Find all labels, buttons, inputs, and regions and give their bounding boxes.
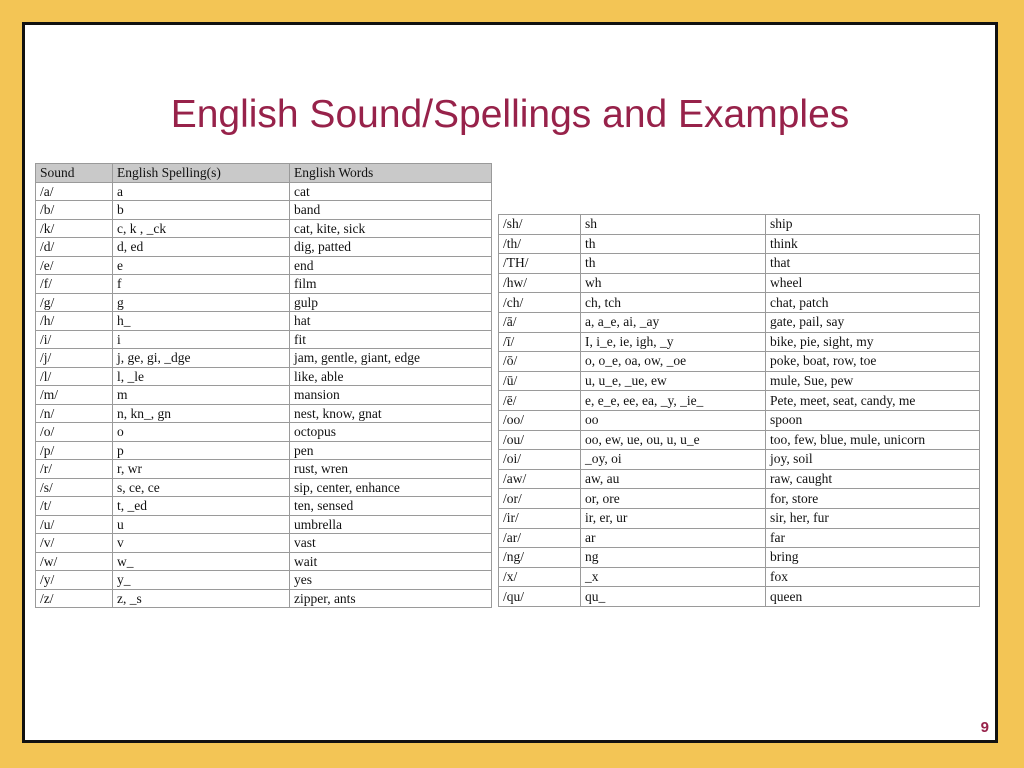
header-words: English Words [290,164,492,183]
cell-sound: /hw/ [499,273,581,293]
cell-sound: /e/ [36,256,113,275]
cell-words: gate, pail, say [766,312,980,332]
cell-sound: /j/ [36,349,113,368]
slide-title: English Sound/Spellings and Examples [170,93,850,136]
cell-spellings: f [113,275,290,294]
cell-sound: /TH/ [499,254,581,274]
cell-sound: /z/ [36,589,113,608]
table-row [36,497,492,516]
cell-words: dig, patted [290,238,492,257]
table-row [499,234,980,254]
cell-words: wait [290,552,492,571]
cell-sound: /ā/ [499,312,581,332]
table-row [499,450,980,470]
table-header-row [36,164,492,183]
table-cutoff [35,614,491,618]
cell-words: band [290,201,492,220]
cell-spellings: t, _ed [113,497,290,516]
cell-spellings: th [581,234,766,254]
cell-sound: /n/ [36,404,113,423]
cell-spellings: o, o_e, oa, ow, _oe [581,352,766,372]
table-row [36,386,492,405]
cell-sound: /aw/ [499,469,581,489]
table-row [36,312,492,331]
cell-words: jam, gentle, giant, edge [290,349,492,368]
cell-spellings: j, ge, gi, _dge [113,349,290,368]
cell-words: mule, Sue, pew [766,371,980,391]
table-row [499,587,980,607]
cell-spellings: _oy, oi [581,450,766,470]
cell-spellings: e [113,256,290,275]
cell-sound: /or/ [499,489,581,509]
table-row [499,254,980,274]
cell-spellings: ch, tch [581,293,766,313]
cell-sound: /ng/ [499,548,581,568]
cell-words: fit [290,330,492,349]
table-row [36,423,492,442]
cell-words: pen [290,441,492,460]
table-row [36,460,492,479]
page-number: 9 [980,719,989,736]
cell-sound: /ō/ [499,352,581,372]
cell-spellings: a, a_e, ai, _ay [581,312,766,332]
cell-sound: /ī/ [499,332,581,352]
cell-spellings: oo [581,410,766,430]
cell-spellings: aw, au [581,469,766,489]
cell-words: rust, wren [290,460,492,479]
cell-spellings: y_ [113,571,290,590]
table-row [499,410,980,430]
cell-words: cat [290,182,492,201]
cell-spellings: e, e_e, ee, ea, _y, _ie_ [581,391,766,411]
cell-spellings: p [113,441,290,460]
cell-spellings: m [113,386,290,405]
cell-words: octopus [290,423,492,442]
table-row [499,215,980,235]
cell-sound: /h/ [36,312,113,331]
table-row [499,371,980,391]
cell-words: vast [290,534,492,553]
cell-words: that [766,254,980,274]
cell-sound: /o/ [36,423,113,442]
cell-words: mansion [290,386,492,405]
cell-spellings: or, ore [581,489,766,509]
cell-spellings: s, ce, ce [113,478,290,497]
cell-sound: /u/ [36,515,113,534]
cell-sound: /m/ [36,386,113,405]
cell-words: ship [766,215,980,235]
cell-words: queen [766,587,980,607]
table-row [499,528,980,548]
cell-sound: /ir/ [499,508,581,528]
table-row [36,330,492,349]
cell-sound: /y/ [36,571,113,590]
cell-words: raw, caught [766,469,980,489]
cell-words: sip, center, enhance [290,478,492,497]
cell-sound: /i/ [36,330,113,349]
cell-spellings: d, ed [113,238,290,257]
cell-sound: /k/ [36,219,113,238]
sound-table-left [35,163,492,608]
cell-words: fox [766,567,980,587]
table-row [36,238,492,257]
cell-words: far [766,528,980,548]
table-row [499,312,980,332]
cell-sound: /oo/ [499,410,581,430]
table-row [499,489,980,509]
table-row [36,182,492,201]
cell-words: gulp [290,293,492,312]
cell-words: cat, kite, sick [290,219,492,238]
cell-spellings: v [113,534,290,553]
cell-spellings: i [113,330,290,349]
cell-sound: /b/ [36,201,113,220]
cell-words: wheel [766,273,980,293]
cell-spellings: _x [581,567,766,587]
cell-sound: /th/ [499,234,581,254]
cell-words: bike, pie, sight, my [766,332,980,352]
table-row [36,367,492,386]
cell-words: for, store [766,489,980,509]
table-row [36,589,492,608]
cell-spellings: oo, ew, ue, ou, u, u_e [581,430,766,450]
cell-spellings: h_ [113,312,290,331]
cell-words: spoon [766,410,980,430]
cell-words: joy, soil [766,450,980,470]
table-row [499,391,980,411]
cell-words: too, few, blue, mule, unicorn [766,430,980,450]
cell-spellings: u [113,515,290,534]
header-spellings: English Spelling(s) [113,164,290,183]
table-row [499,508,980,528]
cell-sound: /oi/ [499,450,581,470]
table-row [499,332,980,352]
cell-sound: /sh/ [499,215,581,235]
table-row [36,293,492,312]
cell-words: Pete, meet, seat, candy, me [766,391,980,411]
cell-words: ten, sensed [290,497,492,516]
cell-words: sir, her, fur [766,508,980,528]
table-row [499,469,980,489]
cell-spellings: c, k , _ck [113,219,290,238]
header-sound: Sound [36,164,113,183]
cell-spellings: ng [581,548,766,568]
table-row [36,349,492,368]
table-row [499,430,980,450]
cell-spellings: ar [581,528,766,548]
sound-table-right [498,214,980,607]
cell-sound: /f/ [36,275,113,294]
cell-sound: /v/ [36,534,113,553]
cell-sound: /w/ [36,552,113,571]
cell-spellings: o [113,423,290,442]
cell-spellings: w_ [113,552,290,571]
table-row [36,571,492,590]
cell-spellings: ir, er, ur [581,508,766,528]
cell-words: nest, know, gnat [290,404,492,423]
cell-words: chat, patch [766,293,980,313]
table-row [36,275,492,294]
cell-spellings: u, u_e, _ue, ew [581,371,766,391]
cell-words: zipper, ants [290,589,492,608]
table-row [36,515,492,534]
cell-words: think [766,234,980,254]
table-row [36,534,492,553]
table-row [36,441,492,460]
cell-spellings: g [113,293,290,312]
cell-words: film [290,275,492,294]
cell-sound: /x/ [499,567,581,587]
table-row [36,404,492,423]
table-row [36,552,492,571]
table-row [36,478,492,497]
cell-words: bring [766,548,980,568]
cell-words: yes [290,571,492,590]
cell-sound: /qu/ [499,587,581,607]
table-row [36,201,492,220]
cell-spellings: r, wr [113,460,290,479]
table-row [499,293,980,313]
cell-sound: /g/ [36,293,113,312]
cell-sound: /d/ [36,238,113,257]
cell-spellings: a [113,182,290,201]
table-row [499,273,980,293]
cell-spellings: b [113,201,290,220]
cell-sound: /ē/ [499,391,581,411]
cell-sound: /p/ [36,441,113,460]
cell-spellings: z, _s [113,589,290,608]
cell-words: umbrella [290,515,492,534]
cell-sound: /ū/ [499,371,581,391]
cell-spellings: n, kn_, gn [113,404,290,423]
cell-spellings: l, _le [113,367,290,386]
cell-spellings: I, i_e, ie, igh, _y [581,332,766,352]
cell-spellings: th [581,254,766,274]
cell-sound: /a/ [36,182,113,201]
cell-spellings: sh [581,215,766,235]
slide [22,22,998,743]
table-row [36,256,492,275]
cell-spellings: wh [581,273,766,293]
cell-words: hat [290,312,492,331]
cell-spellings: qu_ [581,587,766,607]
cell-words: poke, boat, row, toe [766,352,980,372]
cell-sound: /s/ [36,478,113,497]
table-row [499,352,980,372]
table-row [499,548,980,568]
cell-sound: /r/ [36,460,113,479]
cell-words: end [290,256,492,275]
cell-sound: /l/ [36,367,113,386]
table-row [36,219,492,238]
cell-sound: /ar/ [499,528,581,548]
cell-sound: /ch/ [499,293,581,313]
cell-words: like, able [290,367,492,386]
cell-sound: /ou/ [499,430,581,450]
table-row [499,567,980,587]
cell-sound: /t/ [36,497,113,516]
